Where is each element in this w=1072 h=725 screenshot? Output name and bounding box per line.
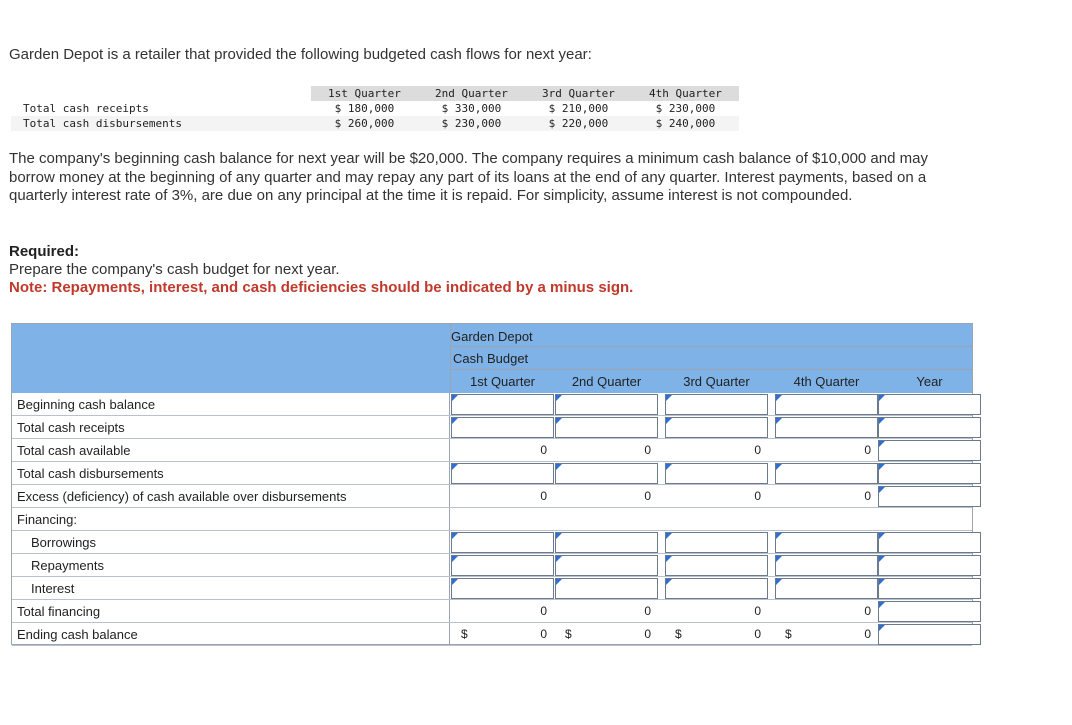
budget-input-cell-year[interactable]	[878, 624, 981, 645]
row-label: Total cash receipts	[12, 416, 450, 439]
calculated-value: 0	[754, 627, 761, 641]
budget-row-beginning-cash-balance	[12, 393, 972, 416]
budget-row-total-cash-receipts	[12, 416, 972, 439]
calculated-value: 0	[644, 627, 651, 641]
cell-value: $ 240,000	[632, 116, 739, 131]
row-label: Total cash disbursements	[11, 116, 311, 131]
budget-input-cell[interactable]	[665, 532, 768, 553]
budget-input-cell[interactable]	[775, 555, 878, 576]
column-header-3rd-quarter: 3rd Quarter	[683, 374, 750, 389]
calculated-value: 0	[754, 489, 761, 503]
budget-input-cell-year[interactable]	[878, 601, 981, 622]
budget-input-cell[interactable]	[878, 417, 981, 438]
budget-input-cell[interactable]	[878, 578, 981, 599]
budget-input-cell[interactable]	[775, 578, 878, 599]
calculated-value: 0	[540, 489, 547, 503]
cash-budget-grid	[11, 323, 973, 645]
dollar-sign: $	[675, 627, 682, 641]
budget-input-cell[interactable]	[665, 394, 768, 415]
budget-input-cell-year[interactable]	[878, 486, 981, 507]
row-label: Beginning cash balance	[12, 393, 450, 416]
row-label: Financing:	[12, 508, 450, 531]
budget-title: Cash Budget	[453, 351, 529, 366]
budget-input-cell[interactable]	[451, 417, 554, 438]
budget-input-cell[interactable]	[451, 463, 554, 484]
row-label: Total cash disbursements	[12, 462, 450, 485]
cell-value: $ 330,000	[418, 101, 525, 116]
budget-input-cell-year[interactable]	[878, 440, 981, 461]
budget-input-cell[interactable]	[775, 417, 878, 438]
budget-input-cell[interactable]	[878, 394, 981, 415]
budget-input-cell[interactable]	[665, 417, 768, 438]
row-label: Total cash available	[12, 439, 450, 462]
column-header-4th-quarter: 4th Quarter	[793, 374, 860, 389]
budget-input-cell[interactable]	[775, 532, 878, 553]
cell-value: $ 210,000	[525, 101, 632, 116]
cell-value: $ 260,000	[311, 116, 418, 131]
budget-input-cell[interactable]	[555, 555, 658, 576]
dollar-sign: $	[785, 627, 792, 641]
cash-flows-table	[11, 86, 739, 131]
cell-value: $ 230,000	[632, 101, 739, 116]
row-label: Borrowings	[12, 531, 450, 554]
dollar-sign: $	[461, 627, 468, 641]
budget-row-interest	[12, 577, 972, 600]
calculated-value: 0	[540, 627, 547, 641]
budget-input-cell[interactable]	[665, 578, 768, 599]
budget-input-cell[interactable]	[665, 463, 768, 484]
calculated-value: 0	[864, 443, 871, 457]
required-note: Note: Repayments, interest, and cash deficiencies should be indicated by a minus sign.	[9, 279, 634, 296]
budget-input-cell[interactable]	[451, 578, 554, 599]
budget-company: Garden Depot	[451, 329, 533, 344]
budget-input-cell[interactable]	[665, 555, 768, 576]
budget-input-cell[interactable]	[555, 532, 658, 553]
budget-input-cell[interactable]	[878, 555, 981, 576]
budget-row-total-cash-disbursements	[12, 462, 972, 485]
quarter-header: 2nd Quarter	[418, 86, 525, 101]
cell-value: $ 220,000	[525, 116, 632, 131]
budget-input-cell[interactable]	[451, 555, 554, 576]
budget-input-cell[interactable]	[878, 532, 981, 553]
calculated-value: 0	[644, 489, 651, 503]
row-label: Repayments	[12, 554, 450, 577]
dollar-sign: $	[565, 627, 572, 641]
problem-paragraph: The company's beginning cash balance for next year will be $20,000. The company requires a minimum cash balance of $10,000 and may borrow money at the beginning of any quarter and may repay any part of its loans at the end of any quarter. Interest payments, based on a quarterly interest rate of 3%, are due on any principal at the time it is repaid. For simplicity, assume interest is not compounded.	[9, 150, 928, 204]
calculated-value: 0	[864, 627, 871, 641]
intro-text: Garden Depot is a retailer that provided the following budgeted cash flows for next year:	[9, 46, 592, 63]
budget-row-total-financing	[12, 600, 972, 623]
calculated-value: 0	[540, 604, 547, 618]
budget-row-ending-cash-balance	[12, 623, 972, 646]
row-label: Excess (deficiency) of cash available over disbursements	[12, 485, 450, 508]
cell-value: $ 230,000	[418, 116, 525, 131]
quarter-header: 3rd Quarter	[525, 86, 632, 101]
row-label: Ending cash balance	[12, 623, 450, 646]
cash-receipts-row	[11, 101, 739, 116]
budget-row-total-cash-available	[12, 439, 972, 462]
budget-input-cell[interactable]	[555, 578, 658, 599]
row-label: Total cash receipts	[11, 101, 311, 116]
calculated-value: 0	[644, 604, 651, 618]
quarter-header: 1st Quarter	[311, 86, 418, 101]
budget-input-cell[interactable]	[878, 463, 981, 484]
cash-flows-corner	[11, 86, 311, 101]
column-header-year: Year	[916, 374, 943, 389]
required-heading: Required:	[9, 243, 80, 260]
budget-input-cell[interactable]	[555, 417, 658, 438]
cash-flows-header-row	[11, 86, 739, 101]
calculated-value: 0	[754, 604, 761, 618]
required-instruction: Prepare the company's cash budget for next year.	[9, 261, 340, 278]
budget-row-excess-deficiency-of-cash-available-over-disbursements	[12, 485, 972, 508]
row-label: Total financing	[12, 600, 450, 623]
budget-row-financing	[12, 508, 972, 531]
budget-input-cell[interactable]	[451, 394, 554, 415]
budget-input-cell[interactable]	[451, 532, 554, 553]
row-label: Interest	[12, 577, 450, 600]
calculated-value: 0	[644, 443, 651, 457]
calculated-value: 0	[864, 604, 871, 618]
budget-row-borrowings	[12, 531, 972, 554]
budget-input-cell[interactable]	[775, 463, 878, 484]
column-header-2nd-quarter: 2nd Quarter	[571, 374, 642, 389]
calculated-value: 0	[864, 489, 871, 503]
budget-input-cell[interactable]	[555, 463, 658, 484]
calculated-value: 0	[754, 443, 761, 457]
budget-input-cell[interactable]	[775, 394, 878, 415]
required-section	[9, 243, 633, 297]
budget-row-repayments	[12, 554, 972, 577]
quarter-header: 4th Quarter	[632, 86, 739, 101]
cell-value: $ 180,000	[311, 101, 418, 116]
calculated-value: 0	[540, 443, 547, 457]
cash-disbursements-row	[11, 116, 739, 131]
budget-input-cell[interactable]	[555, 394, 658, 415]
column-header-1st-quarter: 1st Quarter	[469, 374, 536, 389]
